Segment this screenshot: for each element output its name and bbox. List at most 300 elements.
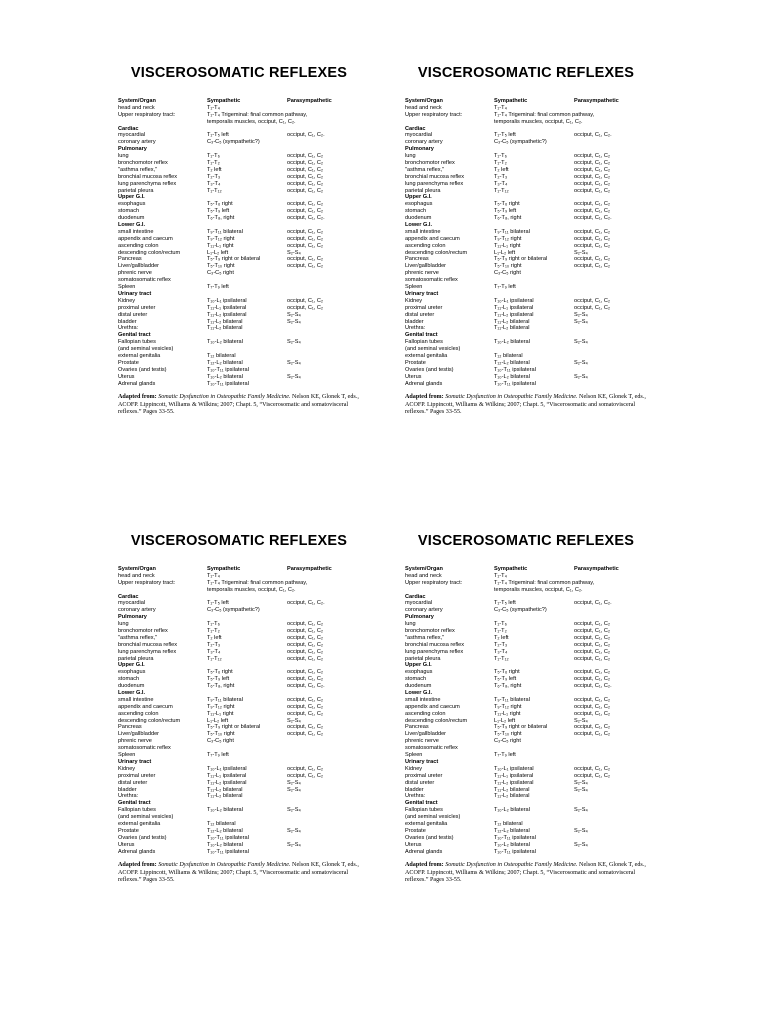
- organ-cell: Cardiac: [405, 125, 426, 132]
- table-row: [405, 807, 655, 814]
- organ-cell: appendix and caecum: [118, 703, 173, 710]
- sympathetic-cell: T₁-T₄ Trigeminal: final common pathway,: [207, 579, 308, 586]
- organ-cell: Prostate: [118, 827, 139, 834]
- organ-cell: Adrenal glands: [405, 848, 443, 855]
- sympathetic-cell: T₁₁-L₂ bilateral: [494, 793, 530, 800]
- table-row: [405, 174, 655, 181]
- header-system-organ: System/Organ: [405, 566, 443, 572]
- sympathetic-cell: T₁-T₂: [494, 160, 507, 167]
- table-row: [405, 201, 655, 208]
- table-row: [118, 573, 368, 580]
- table-row: [118, 711, 368, 718]
- sympathetic-cell: T₁₁-L₂ bilateral: [494, 786, 530, 793]
- organ-cell: Fallopian tubes: [405, 339, 443, 346]
- table-row: [405, 374, 655, 381]
- organ-cell: stomach: [405, 676, 427, 683]
- sympathetic-cell: T₁₀-T₁₁ ipsilateral: [494, 834, 536, 841]
- section-heading-row: [405, 194, 655, 201]
- parasympathetic-cell: occiput, C₁, C₂: [287, 696, 324, 703]
- organ-cell: Prostate: [405, 359, 426, 366]
- reflex-card-top-left: [118, 65, 368, 417]
- organ-cell: bronchial mucosa reflex: [405, 173, 465, 180]
- parasympathetic-cell: occiput, C₁, C₂: [287, 187, 324, 194]
- table-row: [118, 277, 368, 284]
- table-row: [118, 649, 368, 656]
- organ-cell: distal ureter: [118, 311, 148, 318]
- parasympathetic-cell: occiput, C₁, C₂: [287, 208, 324, 215]
- parasympathetic-cell: occiput, C₁, C₂: [287, 772, 324, 779]
- parasympathetic-cell: occiput, C₁, C₂: [574, 710, 611, 717]
- table-row: [405, 381, 655, 388]
- table-row: [405, 119, 655, 126]
- table-row: [118, 752, 368, 759]
- parasympathetic-cell: occiput, C₁, C₂: [287, 669, 324, 676]
- organ-cell: stomach: [118, 208, 140, 215]
- header-parasympathetic: Parasympathetic: [574, 566, 619, 572]
- section-heading-row: [405, 291, 655, 298]
- sympathetic-cell: T₂-T₃: [207, 173, 221, 180]
- sympathetic-cell: T₁₂-L₂ bilateral: [494, 827, 530, 834]
- parasympathetic-cell: S₂-S₄: [574, 841, 588, 848]
- parasympathetic-cell: occiput, C₁, C₂: [287, 710, 324, 717]
- organ-cell: Pulmonary: [118, 146, 147, 153]
- table-row: [405, 766, 655, 773]
- organ-cell: Adrenal glands: [405, 380, 443, 387]
- table-row: [405, 731, 655, 738]
- parasympathetic-cell: occiput, C₁, C₂: [574, 297, 611, 304]
- sympathetic-cell: temporalis muscles, occiput, C₁, C₂.: [207, 586, 296, 593]
- table-row: [118, 119, 368, 126]
- parasympathetic-cell: occiput, C₁, C₂: [574, 256, 611, 263]
- parasympathetic-cell: occiput, C₁, C₂: [574, 724, 611, 731]
- sympathetic-cell: T₉-T₁₂ right: [494, 703, 522, 710]
- section-heading-row: [118, 194, 368, 201]
- organ-cell: Genital tract: [405, 800, 438, 807]
- table-row: [118, 105, 368, 112]
- table-row: [118, 270, 368, 277]
- sympathetic-cell: T₁₀-L₁ ipsilateral: [494, 297, 534, 304]
- organ-cell: Lower G.I.: [405, 690, 433, 697]
- organ-cell: bronchomotor reflex: [405, 160, 455, 167]
- table-row: [405, 319, 655, 326]
- organ-cell: Uterus: [405, 841, 422, 848]
- organ-cell: phrenic nerve: [405, 270, 439, 277]
- organ-cell: Spleen: [118, 752, 136, 759]
- table-row: [405, 711, 655, 718]
- parasympathetic-cell: occiput, C₁, C₂: [574, 703, 611, 710]
- sympathetic-cell: T₇-T₉ left: [494, 752, 516, 759]
- table-row: [118, 208, 368, 215]
- parasympathetic-cell: occiput, C₁, C₂: [287, 655, 324, 662]
- sympathetic-cell: T₅-T₉ right or bilateral: [207, 724, 261, 731]
- organ-cell: ascending colon: [118, 242, 159, 249]
- organ-cell: Urinary tract: [405, 758, 439, 765]
- sympathetic-cell: T₁₀-L₂ bilateral: [494, 373, 530, 380]
- reflex-card-bottom-left: [118, 533, 368, 885]
- section-heading-row: [405, 594, 655, 601]
- table-row: [405, 360, 655, 367]
- organ-cell: proximal ureter: [118, 772, 156, 779]
- table-row: [405, 600, 655, 607]
- sympathetic-cell: T₁₀-L₂ bilateral: [207, 807, 243, 814]
- parasympathetic-cell: S₂-S₄: [287, 786, 301, 793]
- organ-cell: Lower G.I.: [118, 222, 146, 229]
- parasympathetic-cell: occiput, C₁, C₂: [574, 201, 611, 208]
- sympathetic-cell: T₁-T₄: [494, 572, 507, 579]
- sympathetic-cell: C₃-C₅ right: [207, 738, 234, 745]
- sympathetic-cell: T₁-T₄ Trigeminal: final common pathway,: [494, 579, 595, 586]
- table-row: [118, 828, 368, 835]
- table-row: [405, 628, 655, 635]
- table-row: [405, 773, 655, 780]
- organ-cell: Upper respiratory tract:: [118, 579, 176, 586]
- table-row: [118, 842, 368, 849]
- table-row: [405, 270, 655, 277]
- parasympathetic-cell: occiput, C₁, C₂: [574, 628, 611, 635]
- parasympathetic-cell: occiput, C₁, C₂: [287, 765, 324, 772]
- sympathetic-cell: T₅-T₉ right or bilateral: [494, 256, 548, 263]
- parasympathetic-cell: occiput, C₁, C₂: [287, 634, 324, 641]
- organ-cell: duodenum: [118, 683, 145, 690]
- parasympathetic-cell: occiput, C₁, C₂: [287, 228, 324, 235]
- sympathetic-cell: T₇-T₉ left: [207, 752, 229, 759]
- sympathetic-cell: T₁₀-L₂ bilateral: [207, 373, 243, 380]
- table-row: [405, 656, 655, 663]
- sympathetic-cell: T₂-T₃: [494, 173, 508, 180]
- citation-details: Nelson KE, Glonek T, eds., ACOFP. Lippincott, Williams & Wilkins; 2007; Chapt. 5, “Viscerosomatic and somatovisceral reflexes.” Pages 33-55.: [405, 394, 646, 416]
- sympathetic-cell: T₅-T₉ left: [494, 676, 517, 683]
- sympathetic-cell: T₂-T₃: [207, 641, 221, 648]
- sympathetic-cell: T₁₂-L₂ bilateral: [207, 827, 243, 834]
- table-row: [405, 305, 655, 312]
- sympathetic-cell: T₉-T₁₂ right: [494, 235, 522, 242]
- table-row: [118, 325, 368, 332]
- table-row: [405, 587, 655, 594]
- sympathetic-cell: T₁-T₁₂: [494, 655, 509, 662]
- section-heading-row: [118, 222, 368, 229]
- organ-cell: "asthma reflex,": [118, 166, 158, 173]
- section-heading-row: [405, 759, 655, 766]
- sympathetic-cell: T₁-T₅ left: [494, 600, 516, 607]
- sympathetic-cell: T₁₀-L₁ ipsilateral: [494, 765, 534, 772]
- organ-cell: Spleen: [405, 284, 423, 291]
- sympathetic-cell: T₅-T₉ left: [207, 676, 230, 683]
- parasympathetic-cell: occiput, C₁, C₂: [287, 235, 324, 242]
- sympathetic-cell: T₁₀-L₂ bilateral: [207, 841, 243, 848]
- table-row: [405, 814, 655, 821]
- parasympathetic-cell: S₂-S₄: [574, 807, 588, 814]
- organ-cell: head and neck: [118, 572, 155, 579]
- table-row: [118, 787, 368, 794]
- organ-cell: distal ureter: [118, 779, 148, 786]
- citation-lead: Adapted from:: [405, 394, 444, 401]
- sympathetic-cell: T₉-T₁₂ right: [207, 235, 235, 242]
- sympathetic-cell: T₅-T₉ left: [494, 208, 517, 215]
- sympathetic-cell: temporalis muscles, occiput, C₁, C₂.: [207, 118, 296, 125]
- sympathetic-cell: T₁₀-L₁ ipsilateral: [207, 765, 247, 772]
- sympathetic-cell: T₅-T₆ right: [207, 201, 233, 208]
- table-row: [118, 669, 368, 676]
- reflex-card-bottom-right: [405, 533, 655, 885]
- table-row: [405, 325, 655, 332]
- table-row: [118, 139, 368, 146]
- table-row: [405, 105, 655, 112]
- table-row: [405, 229, 655, 236]
- table-row: [405, 580, 655, 587]
- sympathetic-cell: T₉-T₁₂ right: [207, 703, 235, 710]
- citation-details: Nelson KE, Glonek T, eds., ACOFP. Lippincott, Williams & Wilkins; 2007; Chapt. 5, “Viscerosomatic and somatovisceral reflexes.” Pages 33-55.: [118, 394, 359, 416]
- organ-cell: "asthma reflex,": [405, 634, 445, 641]
- organ-cell: Spleen: [118, 284, 136, 291]
- organ-cell: Fallopian tubes: [405, 807, 443, 814]
- sympathetic-cell: T₁₀-T₁₁ ipsilateral: [494, 848, 536, 855]
- sympathetic-cell: T₆-T₈, right: [207, 683, 235, 690]
- organ-cell: ascending colon: [405, 710, 446, 717]
- organ-cell: Kidney: [118, 297, 136, 304]
- table-row: [118, 298, 368, 305]
- table-row: [118, 112, 368, 119]
- table-row: [118, 229, 368, 236]
- organ-cell: Genital tract: [405, 332, 438, 339]
- parasympathetic-cell: occiput, C₁, C₂.: [287, 132, 325, 139]
- parasympathetic-cell: occiput, C₁, C₂: [574, 696, 611, 703]
- table-row: [118, 835, 368, 842]
- table-row: [118, 793, 368, 800]
- sympathetic-cell: T₉-T₁₁ bilateral: [494, 696, 530, 703]
- sympathetic-cell: T₁-T₄ Trigeminal: final common pathway,: [207, 111, 308, 118]
- table-row: [118, 704, 368, 711]
- organ-cell: Pancreas: [118, 256, 142, 263]
- organ-cell: Cardiac: [118, 125, 139, 132]
- table-row: [405, 215, 655, 222]
- sympathetic-cell: L₁-L₂ left: [494, 717, 516, 724]
- organ-cell: Pancreas: [405, 724, 429, 731]
- parasympathetic-cell: occiput, C₁, C₂: [287, 297, 324, 304]
- table-row: [405, 181, 655, 188]
- table-row: [405, 752, 655, 759]
- section-heading-row: [405, 614, 655, 621]
- sympathetic-cell: T₉-T₁₁ bilateral: [207, 228, 243, 235]
- table-row: [405, 339, 655, 346]
- parasympathetic-cell: occiput, C₁, C₂: [287, 703, 324, 710]
- sympathetic-cell: T₁₁-L₂ bilateral: [207, 318, 243, 325]
- organ-cell: Liver/gallbladder: [405, 731, 447, 738]
- parasympathetic-cell: S₂-S₄: [574, 786, 588, 793]
- parasympathetic-cell: occiput, C₁, C₂: [574, 669, 611, 676]
- table-row: [118, 256, 368, 263]
- sympathetic-cell: T₁₂ bilateral: [207, 352, 236, 359]
- table-header-row: [405, 566, 655, 573]
- table-row: [405, 780, 655, 787]
- table-row: [118, 621, 368, 628]
- organ-cell: myocardial: [405, 600, 433, 607]
- parasympathetic-cell: occiput, C₁, C₂: [287, 180, 324, 187]
- parasympathetic-cell: occiput, C₁, C₂: [574, 621, 611, 628]
- section-heading-row: [405, 800, 655, 807]
- section-heading-row: [405, 222, 655, 229]
- sympathetic-cell: T₁₁-L₁ ipsilateral: [494, 304, 534, 311]
- sympathetic-cell: T₁₁-L₁ ipsilateral: [494, 772, 534, 779]
- parasympathetic-cell: occiput, C₁, C₂.: [574, 215, 612, 222]
- table-row: [405, 669, 655, 676]
- parasympathetic-cell: occiput, C₁, C₂: [574, 166, 611, 173]
- organ-cell: somatosomatic reflex: [405, 277, 458, 284]
- organ-cell: lung: [405, 621, 416, 628]
- header-system-organ: System/Organ: [118, 98, 156, 104]
- table-row: [405, 835, 655, 842]
- sympathetic-cell: T₁₀-L₁ ipsilateral: [207, 297, 247, 304]
- parasympathetic-cell: occiput, C₁, C₂: [574, 263, 611, 270]
- organ-cell: coronary artery: [405, 607, 443, 614]
- organ-cell: bronchial mucosa reflex: [405, 641, 465, 648]
- table-row: [118, 731, 368, 738]
- organ-cell: Liver/gallbladder: [118, 731, 160, 738]
- parasympathetic-cell: occiput, C₁, C₂: [287, 160, 324, 167]
- table-row: [118, 807, 368, 814]
- table-row: [405, 718, 655, 725]
- sympathetic-cell: T₃-T₄: [207, 180, 221, 187]
- sympathetic-cell: T₁-T₅ left: [207, 132, 229, 139]
- parasympathetic-cell: S₂-S₄: [287, 373, 301, 380]
- organ-cell: Kidney: [405, 765, 423, 772]
- table-row: [118, 738, 368, 745]
- table-row: [118, 353, 368, 360]
- organ-cell: Ovaries (and testis): [405, 366, 454, 373]
- parasympathetic-cell: occiput, C₁, C₂: [287, 173, 324, 180]
- table-row: [118, 153, 368, 160]
- sympathetic-cell: T₁₁-L₁ ipsilateral: [207, 772, 247, 779]
- organ-cell: (and seminal vesicles): [118, 346, 174, 353]
- sympathetic-cell: T₁₂ bilateral: [494, 820, 523, 827]
- sympathetic-cell: T₁₀-T₁₁ ipsilateral: [494, 380, 536, 387]
- sympathetic-cell: T₁-T₁₂: [494, 187, 509, 194]
- organ-cell: phrenic nerve: [118, 738, 152, 745]
- organ-cell: duodenum: [405, 215, 432, 222]
- parasympathetic-cell: occiput, C₁, C₂: [574, 648, 611, 655]
- organ-cell: Cardiac: [405, 593, 426, 600]
- organ-cell: Fallopian tubes: [118, 339, 156, 346]
- citation-lead: Adapted from:: [118, 862, 157, 869]
- parasympathetic-cell: occiput, C₁, C₂.: [574, 683, 612, 690]
- organ-cell: duodenum: [118, 215, 145, 222]
- organ-cell: small intestine: [118, 228, 154, 235]
- organ-cell: Lower G.I.: [405, 222, 433, 229]
- header-parasympathetic: Parasympathetic: [287, 98, 332, 104]
- sympathetic-cell: C₃-C₅ right: [494, 270, 521, 277]
- table-row: [118, 676, 368, 683]
- organ-cell: small intestine: [118, 696, 154, 703]
- parasympathetic-cell: occiput, C₁, C₂: [574, 153, 611, 160]
- organ-cell: parietal pleura: [405, 655, 441, 662]
- sympathetic-cell: C₃-C₅ right: [207, 270, 234, 277]
- section-heading-row: [118, 800, 368, 807]
- parasympathetic-cell: S₂-S₄: [287, 318, 301, 325]
- header-parasympathetic: Parasympathetic: [287, 566, 332, 572]
- card-title: VISCEROSOMATIC REFLEXES: [417, 533, 635, 549]
- citation-book-title: Somatic Dysfunction in Osteopathic Family Medicine.: [158, 394, 291, 401]
- organ-cell: Pulmonary: [405, 614, 434, 621]
- sympathetic-cell: T₁₁-L₁ right: [494, 710, 521, 717]
- table-row: [405, 697, 655, 704]
- sympathetic-cell: T₁₀-T₁₁ ipsilateral: [207, 834, 249, 841]
- sympathetic-cell: T₂ left: [494, 634, 509, 641]
- sympathetic-cell: T₁-T₄ Trigeminal: final common pathway,: [494, 111, 595, 118]
- section-heading-row: [118, 146, 368, 153]
- section-heading-row: [118, 662, 368, 669]
- parasympathetic-cell: occiput, C₁, C₂: [574, 772, 611, 779]
- sympathetic-cell: T₁₀-T₁₁ ipsilateral: [207, 848, 249, 855]
- sympathetic-cell: T₅-T₉ right or bilateral: [207, 256, 261, 263]
- table-header-row: [118, 98, 368, 105]
- table-row: [118, 780, 368, 787]
- organ-cell: Kidney: [405, 297, 423, 304]
- table-row: [118, 132, 368, 139]
- organ-cell: Upper G.I.: [118, 662, 145, 669]
- table-row: [405, 188, 655, 195]
- table-row: [118, 580, 368, 587]
- organ-cell: parietal pleura: [118, 187, 154, 194]
- table-row: [118, 319, 368, 326]
- table-row: [118, 718, 368, 725]
- parasympathetic-cell: occiput, C₁, C₂.: [287, 600, 325, 607]
- table-row: [118, 201, 368, 208]
- table-row: [118, 656, 368, 663]
- table-row: [405, 683, 655, 690]
- organ-cell: esophagus: [118, 201, 146, 208]
- sympathetic-cell: C₃-C₅ (sympathetic?): [207, 139, 260, 146]
- reflex-table: [405, 566, 655, 855]
- organ-cell: Uterus: [118, 841, 135, 848]
- sympathetic-cell: T₅-T₆ right: [207, 669, 233, 676]
- citation-details: Nelson KE, Glonek T, eds., ACOFP. Lippincott, Williams & Wilkins; 2007; Chapt. 5, “Viscerosomatic and somatovisceral reflexes.” Pages 33-55.: [118, 862, 359, 884]
- citation-details: Nelson KE, Glonek T, eds., ACOFP. Lippincott, Williams & Wilkins; 2007; Chapt. 5, “Viscerosomatic and somatovisceral reflexes.” Pages 33-55.: [405, 862, 646, 884]
- citation-book-title: Somatic Dysfunction in Osteopathic Family Medicine.: [158, 862, 291, 869]
- citation: [118, 862, 368, 885]
- organ-cell: Upper G.I.: [405, 194, 432, 201]
- section-heading-row: [118, 759, 368, 766]
- sympathetic-cell: T₁-T₂: [207, 160, 220, 167]
- organ-cell: distal ureter: [405, 311, 435, 318]
- sympathetic-cell: T₁₁-L₁ right: [494, 242, 521, 249]
- organ-cell: ascending colon: [405, 242, 446, 249]
- organ-cell: esophagus: [405, 201, 433, 208]
- table-row: [118, 236, 368, 243]
- parasympathetic-cell: occiput, C₁, C₂: [574, 180, 611, 187]
- parasympathetic-cell: occiput, C₁, C₂: [287, 201, 324, 208]
- sympathetic-cell: T₂ left: [494, 166, 509, 173]
- sympathetic-cell: T₁-T₆: [207, 153, 220, 160]
- sympathetic-cell: T₁₀-T₁₁ ipsilateral: [494, 366, 536, 373]
- parasympathetic-cell: S₂-S₄: [287, 841, 301, 848]
- organ-cell: (and seminal vesicles): [405, 346, 461, 353]
- section-heading-row: [118, 126, 368, 133]
- organ-cell: Pancreas: [118, 724, 142, 731]
- organ-cell: (and seminal vesicles): [118, 814, 174, 821]
- citation-lead: Adapted from:: [405, 862, 444, 869]
- table-row: [405, 112, 655, 119]
- parasympathetic-cell: S₂-S₄: [574, 311, 588, 318]
- sympathetic-cell: T₂ left: [207, 634, 222, 641]
- organ-cell: Urethra:: [118, 325, 139, 332]
- sympathetic-cell: T₉-T₁₁ bilateral: [494, 228, 530, 235]
- card-title: VISCEROSOMATIC REFLEXES: [417, 65, 635, 81]
- table-row: [405, 821, 655, 828]
- table-row: [118, 181, 368, 188]
- section-heading-row: [118, 291, 368, 298]
- parasympathetic-cell: S₂-S₄: [574, 827, 588, 834]
- section-heading-row: [405, 662, 655, 669]
- table-row: [118, 381, 368, 388]
